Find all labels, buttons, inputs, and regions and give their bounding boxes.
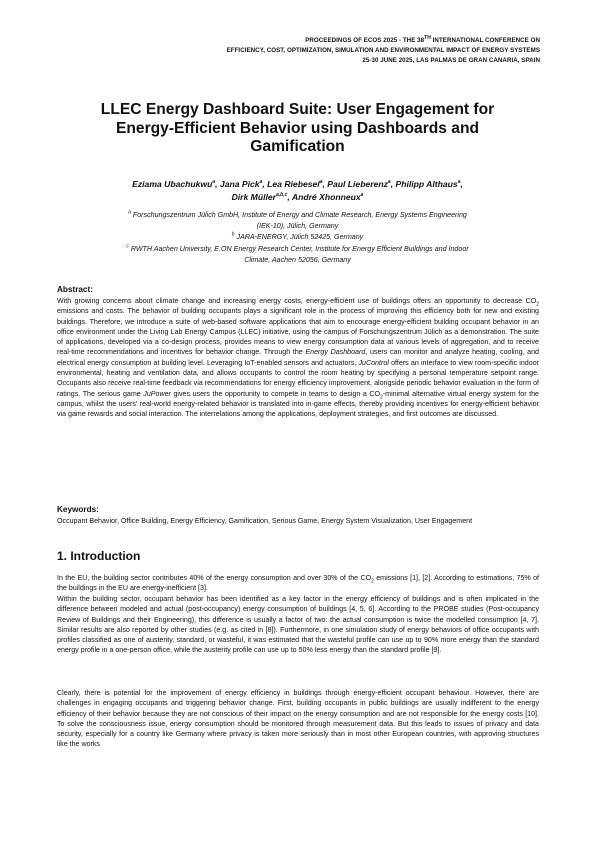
title-line2: Energy-Efficient Behavior using Dashboards and <box>115 119 480 137</box>
author-name: Lea Riebesel <box>267 179 320 189</box>
title-line1: LLEC Energy Dashboard Suite: User Engagement for <box>100 101 495 118</box>
author-name: Jana Pick <box>219 179 260 189</box>
affiliation-c: $^c$ RWTH Aachen University, E.ON Energy Research Center, Institute for Energy Efficient Buildings and Indoor Climate, Aachen 52056, Germany <box>126 243 469 264</box>
proceedings-header-line1: PROCEEDINGS OF ECOS 2025 - THE 38TH INTERNATIONAL CONFERENCE ON <box>305 34 540 44</box>
author-name: Dirk Müller <box>231 192 276 202</box>
affiliation-a: $^a$ Forschungszentrum Jülich GmbH, Institute of Energy and Climate Research, Energy Systems Engineering (IEK-10), Jülich, Germany <box>128 209 467 230</box>
affiliation-b: $^b$ JARA-ENERGY, Jülich 52425, Germany <box>231 231 364 241</box>
author-line2: Dirk Müller$^{a,b,c}$, André Xhonneux$^a$ <box>231 192 364 202</box>
author-name: Eziama Ubachukwu <box>132 179 213 189</box>
proceedings-header-line2: EFFICIENCY, COST, OPTIMIZATION, SIMULATION AND ENVIRONMENTAL IMPACT OF ENERGY SYSTEMS <box>226 47 540 54</box>
section-heading-introduction: 1. Introduction <box>57 549 141 563</box>
paper-title <box>40 101 555 157</box>
author-line1: Eziama Ubachukwu$^a$, Jana Pick$^a$, Lea Riebesel$^a$, Paul Lieberenz$^a$, Philipp Althaus$^a$, <box>132 179 463 189</box>
intro-paragraph-3: Clearly, there is potential for the improvement of energy efficiency in buildings through energy-efficient occupant behaviour. However, there are challenges in engaging occupants and triggering behavior change. First, building occupants in public buildings are usually indifferent to the energy efficiency of their behavior because they are not conscious of their impact on the energy consumption and are not responsible for the energy costs [10]. To solve the consciousness issue, energy consumption should be monitored through measurement data. But this leads to issues of privacy and data security, especially for a country like Germany where privacy is taken more seriously than in most other European countries, with approving structures like the works <box>57 689 539 749</box>
abstract-heading: Abstract: <box>57 285 93 294</box>
intro-paragraph-1: In the EU, the building sector contributes 40% of the energy consumption and over 30% of the $CO_2$ emissions [1], [2]. According to estimations, 75% of the buildings in the EU are energy-inefficient [3]. <box>57 574 539 593</box>
abstract-body: With growing concerns about climate change and increasing energy costs, energy-efficient use of buildings offers an opportunity to decrease $CO_2$ emissions and costs. The behavior of building occupants plays a significant role in the process of improving this efficiency both for new and existing buildings. Therefore, we introduce a suite of web-based software applications that aim to encourage energy-efficient building occupant behavior in an office environment under the Living Lab Energy Campus (LLEC) initiative, using the campus of Forschungszentrum Jülich as a demonstration. The suite of applications, developed via a co-design process, provides means to view energy consumption data at various levels of aggregation, and to receive real-time recommendations and incentives for behavior change. Through the Energy Dashboard, users can monitor and analyze heating, cooling, and electrical energy consumption at building level. Leveraging IoT-enabled sensors and actuators, JuControl offers an interface to view room-specific indoor environmental, heating and ventilation data, and allows occupants to control the room heating by specifying a personal temperature setpoint range. Occupants also receive real-time feedback via recommendations for energy efficiency improvement, alongside periodic behavior evaluation in the form of ratings. The serious game JuPower gives users the opportunity to compete in teams to design a $CO_2$-minimal alternative virtual energy system for the campus, whilst the users' real-world energy-related behavior is translated into in-game effects, thereby providing incentives for energy-efficient behavior via game rewards and social interaction. The interrelations among the applications, deployment strategies, and first outcomes are discussed. <box>57 297 540 419</box>
author-name: Philipp Althaus <box>395 179 458 189</box>
author-list <box>40 178 555 204</box>
intro-paragraph-2: Within the building sector, occupant behavior has been identified as a key factor in the energy efficiency of buildings and is often implicated in the difference between modeled and actual (post-occupancy) energy consumption of buildings [4, 5, 6]. According to the PROBE studies (Post-occupancy Review of Buildings and their Engineering), this difference is usually a factor of two: the actual consumption is twice the modelled consumption [4, 7]. Similar results are also reported by other studies (e.g. as cited in [8]). Furthermore, in one simulation study of energy behaviors of office occupants with profiles classified as one of austerity, standard, or wasteful, it was estimated that the wasteful profile can use up to 90% more energy than the standard energy profile in a one-person office, while the austerity profile can use up to 50% less energy than the standard profile [9]. <box>57 595 539 655</box>
author-name: André Xhonneux <box>291 192 361 202</box>
title-line3: Gamification <box>250 138 345 155</box>
keywords-list: Occupant Behavior, Office Building, Energy Efficiency, Gamification, Serious Game, Energy System Visualization, User Engagement <box>57 517 473 525</box>
keywords-heading: Keywords: <box>57 505 99 514</box>
proceedings-header-line3: 25-30 JUNE 2025, LAS PALMAS DE GRAN CANARIA, SPAIN <box>362 57 540 64</box>
author-name: Paul Lieberenz <box>327 179 388 189</box>
